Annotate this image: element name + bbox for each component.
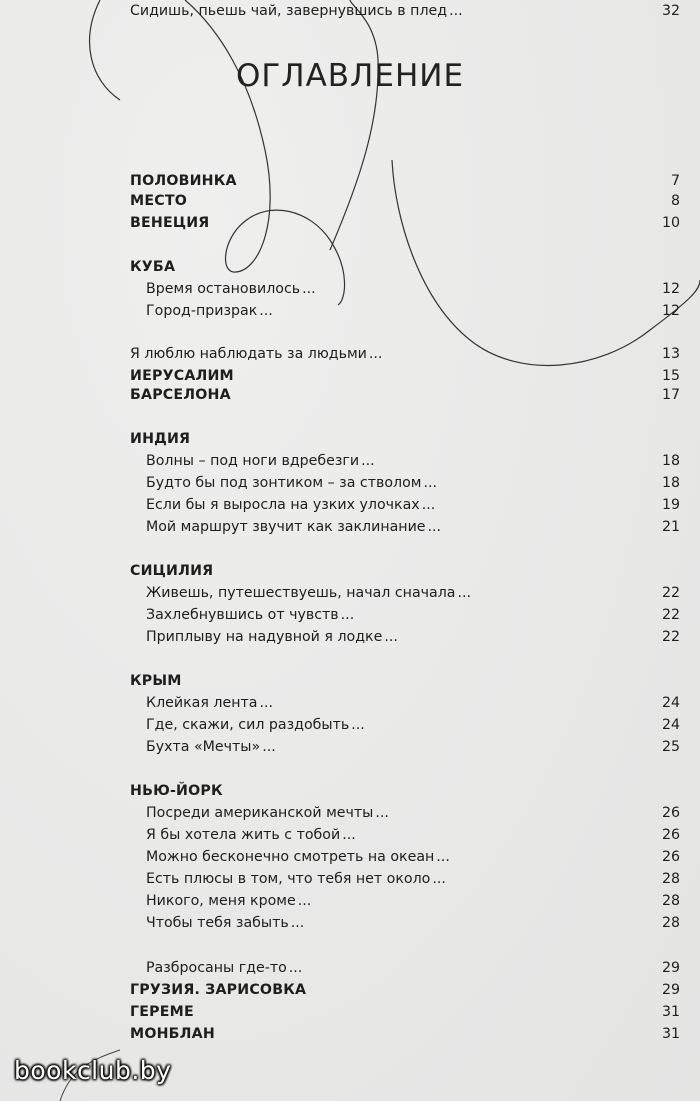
toc-entry-title: Разбросаны где-то <box>146 960 287 976</box>
toc-entry-page-number: 28 <box>661 893 680 909</box>
toc-entry-ellipsis: ... <box>340 607 355 623</box>
toc-entry-ellipsis: ... <box>288 960 303 976</box>
toc-entry-page-number: 22 <box>661 629 680 645</box>
toc-entry <box>130 212 680 234</box>
toc-entry <box>130 780 680 802</box>
toc-entry-title: Я бы хотела жить с тобой <box>146 827 341 843</box>
toc-entry-ellipsis: ... <box>384 629 398 645</box>
toc-entry <box>146 957 680 979</box>
toc-entry <box>130 1001 680 1023</box>
toc-entry-page-number: 22 <box>661 607 680 623</box>
toc-entry-title: Если бы я выросла на узких улочках <box>146 497 420 513</box>
toc-entry-title: ИНДИЯ <box>130 431 191 447</box>
toc-entry-title: КРЫМ <box>130 673 182 689</box>
toc-entry-ellipsis: ... <box>375 805 389 821</box>
toc-entry-ellipsis: ... <box>423 475 438 491</box>
toc-entry-title: ИЕРУСАЛИМ <box>130 368 234 384</box>
toc-entry-page-number: 12 <box>661 303 680 319</box>
toc-entry <box>146 714 680 736</box>
toc-entry-page-number: 12 <box>661 281 680 297</box>
toc-entry <box>130 560 680 582</box>
toc-entry-page-number: 32 <box>661 3 680 19</box>
toc-entry-title: Приплыву на надувной я лодке <box>146 629 383 645</box>
toc-entry-title: МОНБЛАН <box>130 1026 215 1042</box>
toc-entry-page-number: 18 <box>661 453 680 469</box>
toc-entry-title: Есть плюсы в том, что тебя нет около <box>146 871 431 887</box>
toc-entry-ellipsis: ... <box>351 717 365 733</box>
toc-entry <box>146 890 680 912</box>
toc-entry-title: Клейкая лента <box>146 695 258 711</box>
toc-entry <box>146 472 680 494</box>
toc-entry-title: КУБА <box>130 259 176 275</box>
toc-entry-title: Время остановилось <box>146 281 301 297</box>
toc-entry-title: НЬЮ-ЙОРК <box>130 783 223 799</box>
toc-entry-title: ГЕРЕМЕ <box>130 1004 194 1020</box>
toc-entry-page-number: 25 <box>661 739 680 755</box>
toc-entry-title: Где, скажи, сил раздобыть <box>146 717 350 733</box>
toc-entry-title: Бухта «Мечты» <box>146 739 261 755</box>
toc-entry <box>130 256 680 278</box>
toc-entry-title: Чтобы тебя забыть <box>146 915 289 931</box>
toc-entry-page-number: 7 <box>670 173 680 189</box>
toc-entry-page-number: 26 <box>661 827 680 843</box>
toc-entry-title: Мой маршрут звучит как заклинание <box>146 519 426 535</box>
toc-entry-title: ГРУЗИЯ. ЗАРИСОВКА <box>130 982 307 998</box>
toc-entry <box>146 802 680 824</box>
toc-entry-page-number: 8 <box>670 193 680 209</box>
toc-entry-title: БАРСЕЛОНА <box>130 387 231 403</box>
toc-entry <box>130 190 680 212</box>
toc-entry-ellipsis: ... <box>427 519 442 535</box>
toc-entry <box>130 384 680 406</box>
page-title: ОГЛАВЛЕНИЕ <box>235 58 465 94</box>
toc-entry <box>146 516 680 538</box>
toc-entry <box>146 824 680 846</box>
toc-entry <box>146 692 680 714</box>
toc-entry <box>146 300 680 322</box>
toc-entry-page-number: 21 <box>661 519 680 535</box>
toc-entry-title: СИЦИЛИЯ <box>130 563 214 579</box>
toc-entry <box>146 626 680 648</box>
toc-entry-page-number: 22 <box>661 585 680 601</box>
toc-entry-ellipsis: ... <box>259 303 273 319</box>
toc-entry-title: МЕСТО <box>130 193 187 209</box>
toc-entry <box>146 868 680 890</box>
toc-entry-ellipsis: ... <box>457 585 472 601</box>
toc-entry-ellipsis: ... <box>421 497 436 513</box>
toc-entry-ellipsis: ... <box>361 453 375 469</box>
watermark: bookclub.by <box>14 1056 172 1085</box>
toc-entry-ellipsis: ... <box>259 695 273 711</box>
toc-entry <box>146 450 680 472</box>
toc-entry-page-number: 15 <box>661 368 680 384</box>
toc-entry-ellipsis: ... <box>297 893 312 909</box>
toc-entry <box>130 343 680 365</box>
toc-entry-title: ВЕНЕЦИЯ <box>130 215 210 231</box>
toc-entry-page-number: 29 <box>661 960 680 976</box>
toc-entry-page-number: 26 <box>661 805 680 821</box>
toc-entry-title: Город-призрак <box>146 303 258 319</box>
toc-entry-page-number: 18 <box>661 475 680 491</box>
toc-entry-title: Никого, меня кроме <box>146 893 296 909</box>
toc-entry-title: ПОЛОВИНКА <box>130 173 237 189</box>
toc-entry-ellipsis: ... <box>290 915 305 931</box>
toc-entry-title: Будто бы под зонтиком – за стволом <box>146 475 422 491</box>
toc-entry <box>130 428 680 450</box>
toc-entry <box>146 736 680 758</box>
toc-entry-ellipsis: ... <box>368 346 383 362</box>
toc-entry-ellipsis: ... <box>436 849 450 865</box>
toc-entry <box>146 912 680 934</box>
toc-entry-page-number: 24 <box>661 717 680 733</box>
toc-entry-title: Я люблю наблюдать за людьми <box>130 346 367 362</box>
toc-entry-ellipsis: ... <box>432 871 446 887</box>
toc-entry <box>146 604 680 626</box>
toc-entry <box>130 170 680 192</box>
toc-entry-title: Можно бесконечно смотреть на океан <box>146 849 435 865</box>
toc-entry-page-number: 13 <box>661 346 680 362</box>
toc-entry <box>146 494 680 516</box>
toc-entry-title: Захлебнувшись от чувств <box>146 607 339 623</box>
toc-entry <box>130 0 680 22</box>
toc-entry-page-number: 28 <box>661 915 680 931</box>
toc-entry-page-number: 10 <box>661 215 680 231</box>
toc-entry-page-number: 17 <box>661 387 680 403</box>
toc-entry-title: Живешь, путешествуешь, начал сначала <box>146 585 456 601</box>
toc-entry-page-number: 31 <box>661 1004 680 1020</box>
toc-entry <box>130 670 680 692</box>
toc-entry <box>130 1023 680 1045</box>
toc-entry-ellipsis: ... <box>449 3 463 19</box>
toc-entry <box>146 278 680 300</box>
toc-entry-page-number: 29 <box>661 982 680 998</box>
toc-entry-page-number: 24 <box>661 695 680 711</box>
toc-entry-title: Сидишь, пьешь чай, завернувшись в плед <box>130 3 448 19</box>
toc-entry-ellipsis: ... <box>342 827 356 843</box>
toc-entry-page-number: 31 <box>661 1026 680 1042</box>
toc-entry <box>146 582 680 604</box>
toc-entry <box>130 979 680 1001</box>
toc-entry-ellipsis: ... <box>262 739 276 755</box>
toc-entry <box>146 846 680 868</box>
toc-entry-page-number: 26 <box>661 849 680 865</box>
toc-entry-page-number: 28 <box>661 871 680 887</box>
toc-entry-page-number: 19 <box>661 497 680 513</box>
toc-entry-ellipsis: ... <box>302 281 316 297</box>
toc-entry-title: Посреди американской мечты <box>146 805 374 821</box>
toc-entry-title: Волны – под ноги вдребезги <box>146 453 360 469</box>
